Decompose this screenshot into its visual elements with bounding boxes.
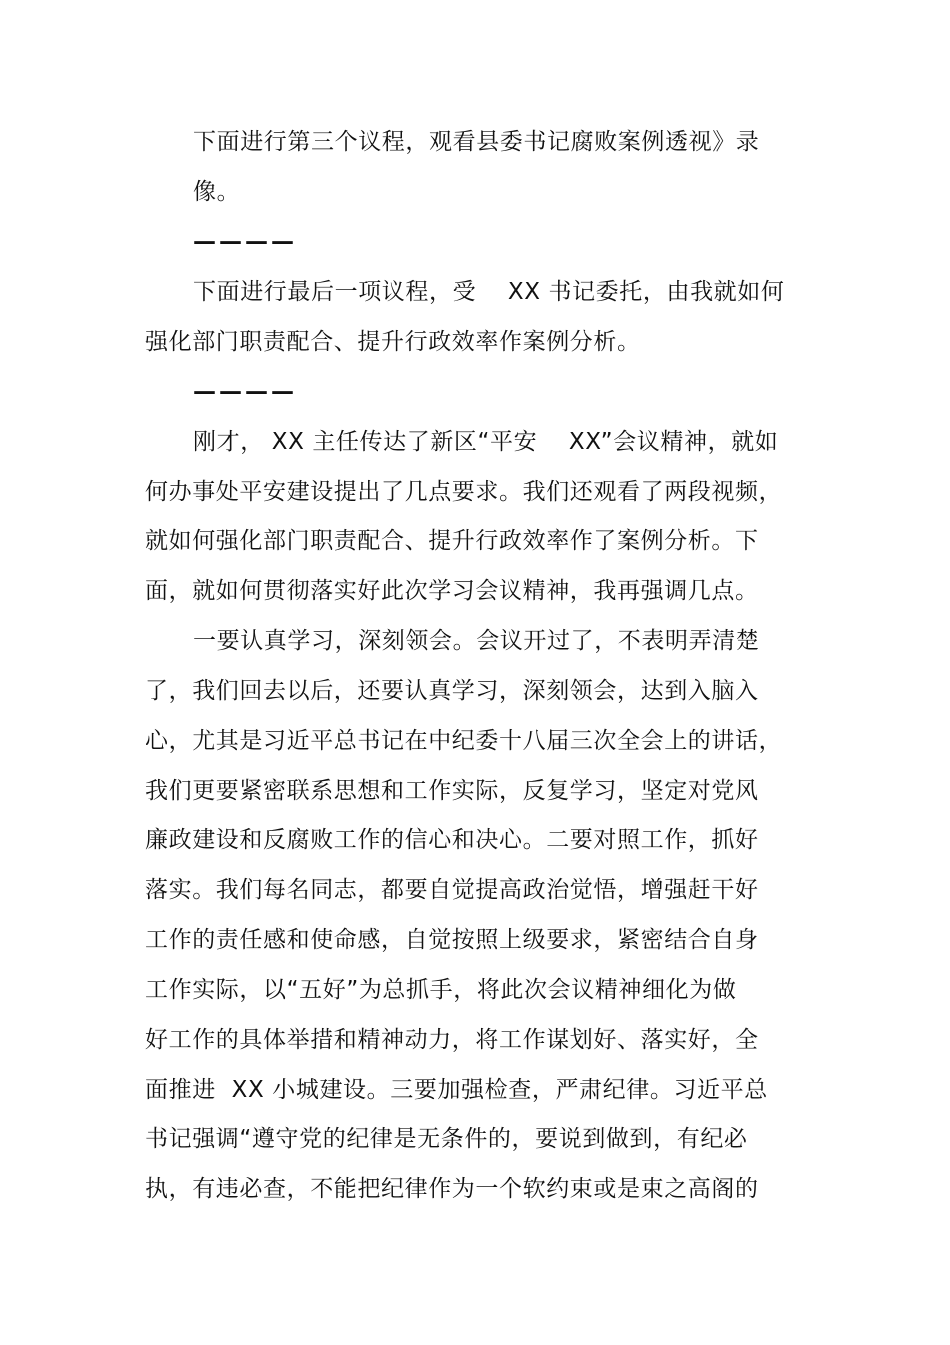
paragraph-line: 好工作的具体举措和精神动力，将工作谋划好、落实好，全 [145, 1027, 759, 1053]
paragraph-line: 执，有违必查，不能把纪律作为一个软约束或是束之高阁的 [145, 1176, 759, 1202]
paragraph-line: 何办事处平安建设提出了几点要求。我们还观看了两段视频， [145, 479, 783, 505]
paragraph-line: 就如何强化部门职责配合、提升行政效率作了案例分析。下 [145, 528, 759, 554]
paragraph-line: 面，就如何贯彻落实好此次学习会议精神，我再强调几点。 [145, 578, 759, 604]
paragraph-line: 一要认真学习，深刻领会。会议开过了，不表明弄清楚 [193, 628, 760, 654]
paragraph-line: 面推进 XX 小城建设。三要加强检查，严肃纪律。习近平总 [145, 1077, 768, 1103]
section-separator: ———— [193, 379, 297, 405]
paragraph-line: 工作的责任感和使命感，自觉按照上级要求，紧密结合自身 [145, 927, 759, 953]
paragraph-line: 书记强调“遵守党的纪律是无条件的，要说到做到，有纪必 [145, 1126, 748, 1152]
paragraph-line: 像。 [193, 179, 241, 205]
paragraph-line: 下面进行第三个议程，观看县委书记腐败案例透视》录 [193, 129, 760, 155]
paragraph-line: 工作实际，以“五好”为总抓手，将此次会议精神细化为做 [145, 977, 737, 1003]
paragraph-line: 廉政建设和反腐败工作的信心和决心。二要对照工作，抓好 [145, 827, 759, 853]
paragraph-line: 心，尤其是习近平总书记在中纪委十八届三次全会上的讲话， [145, 728, 783, 754]
paragraph-line: 下面进行最后一项议程，受 XX 书记委托，由我就如何 [193, 279, 785, 305]
paragraph-line: 了，我们回去以后，还要认真学习，深刻领会，达到入脑入 [145, 678, 759, 704]
paragraph-line: 刚才， XX 主任传达了新区“平安 XX”会议精神，就如 [193, 429, 779, 455]
paragraph-line: 落实。我们每名同志，都要自觉提高政治觉悟，增强赶干好 [145, 877, 759, 903]
paragraph-line: 我们更要紧密联系思想和工作实际，反复学习，坚定对党风 [145, 778, 759, 804]
section-separator: ———— [193, 229, 297, 255]
paragraph-line: 强化部门职责配合、提升行政效率作案例分析。 [145, 329, 641, 355]
